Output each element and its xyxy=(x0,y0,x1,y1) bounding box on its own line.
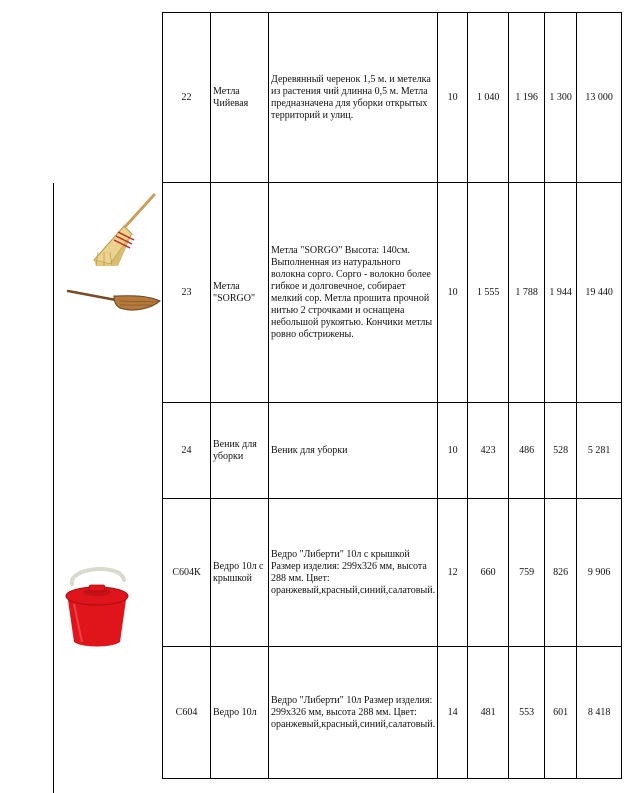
item-price-3: 1 944 xyxy=(545,183,577,403)
item-quantity: 10 xyxy=(438,13,468,183)
item-name: Метла Чийевая xyxy=(211,13,269,183)
item-quantity: 12 xyxy=(438,499,468,647)
item-code: 22 xyxy=(163,13,211,183)
item-price-2: 759 xyxy=(509,499,545,647)
table-row xyxy=(163,183,622,403)
table-row xyxy=(163,13,622,183)
item-price-3: 601 xyxy=(545,647,577,779)
item-name: Метла "SORGO" xyxy=(211,183,269,403)
item-description: Деревянный черенок 1,5 м. и метелка из растения чий длинна 0,5 м. Метла предназначена для уборки открытых территорий и улиц. xyxy=(269,13,438,183)
table-row xyxy=(163,499,622,647)
table-row xyxy=(163,403,622,499)
item-description: Ведро "Либерти" 10л с крышкой Размер изделия: 299x326 мм, высота 288 мм. Цвет: оранжевый,красный,синий,салатовый. xyxy=(269,499,438,647)
item-total: 8 418 xyxy=(577,647,622,779)
table-row xyxy=(163,647,622,779)
item-total: 5 281 xyxy=(577,403,622,499)
item-code: С604К xyxy=(163,499,211,647)
item-quantity: 14 xyxy=(438,647,468,779)
item-description: Метла "SORGO" Высота: 140см. Выполненная из натурального волокна сорго. Сорго - волокно более гибкое и долговечное, собирает мелкий сор. Метла прошита прочной нитью 2 строчками и оснащена небольшой рукоятью. Кончики метлы ровно обстрижены. xyxy=(269,183,438,403)
item-quantity: 10 xyxy=(438,403,468,499)
item-total: 13 000 xyxy=(577,13,622,183)
sorgo-broom-image xyxy=(64,284,162,318)
item-price-1: 1 555 xyxy=(468,183,509,403)
item-price-2: 1 788 xyxy=(509,183,545,403)
left-margin-line xyxy=(53,183,54,793)
item-description: Веник для уборки xyxy=(269,403,438,499)
item-price-2: 553 xyxy=(509,647,545,779)
item-price-1: 1 040 xyxy=(468,13,509,183)
item-code: 23 xyxy=(163,183,211,403)
item-code: 24 xyxy=(163,403,211,499)
red-bucket-with-lid-image xyxy=(62,560,132,648)
item-code: С604 xyxy=(163,647,211,779)
item-total: 9 906 xyxy=(577,499,622,647)
item-price-1: 481 xyxy=(468,647,509,779)
item-total: 19 440 xyxy=(577,183,622,403)
item-name: Веник для уборки xyxy=(211,403,269,499)
item-name: Ведро 10л с крышкой xyxy=(211,499,269,647)
item-price-1: 423 xyxy=(468,403,509,499)
item-price-2: 1 196 xyxy=(509,13,545,183)
item-price-1: 660 xyxy=(468,499,509,647)
item-price-3: 1 300 xyxy=(545,13,577,183)
item-name: Ведро 10л xyxy=(211,647,269,779)
item-price-2: 486 xyxy=(509,403,545,499)
item-price-3: 528 xyxy=(545,403,577,499)
price-table xyxy=(162,12,622,779)
item-price-3: 826 xyxy=(545,499,577,647)
item-description: Ведро "Либерти" 10л Размер изделия: 299x326 мм, высота 288 мм. Цвет: оранжевый,красный,синий,салатовый. xyxy=(269,647,438,779)
straw-broom-image xyxy=(88,192,160,274)
item-quantity: 10 xyxy=(438,183,468,403)
